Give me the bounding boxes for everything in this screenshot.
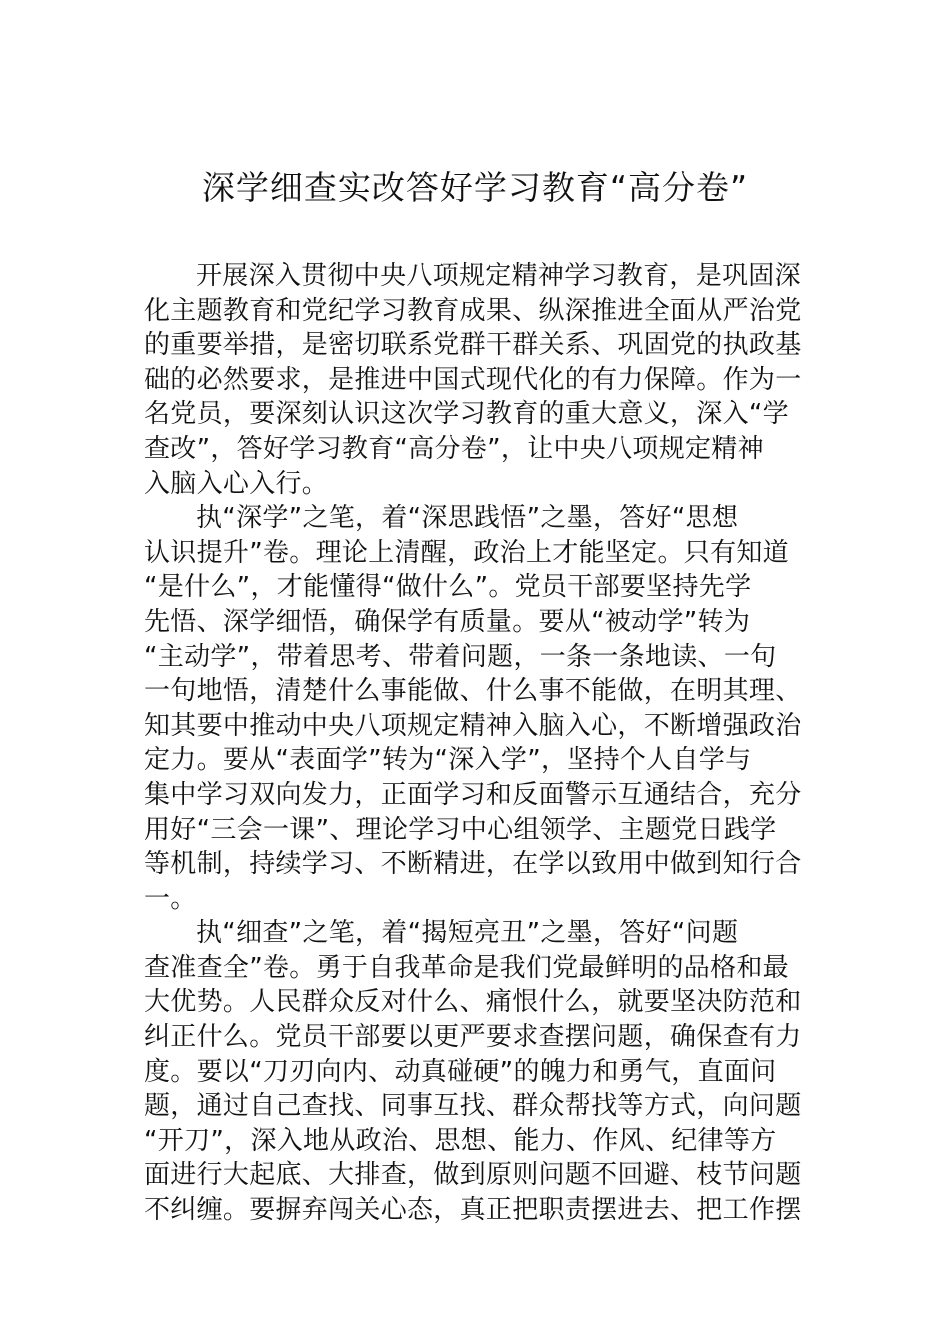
paragraph-1-line: 化主题教育和党纪学习教育成果、纵深推进全面从严治党 xyxy=(144,295,802,326)
paragraph-2-line: 知其要中推动中央八项规定精神入脑入心，不断增强政治 xyxy=(144,710,802,741)
paragraph-3-line: 度。要以“刀刃向内、动真碰硬”的魄力和勇气，直面问 xyxy=(144,1056,777,1087)
paragraph-2-line: 一。 xyxy=(144,883,197,914)
paragraph-1-line: 的重要举措，是密切联系党群干群关系、巩固党的执政基 xyxy=(144,330,802,361)
paragraph-3-line: 面进行大起底、大排查，做到原则问题不回避、枝节问题 xyxy=(144,1160,802,1191)
paragraph-3-line: 执“细查”之笔，着“揭短亮丑”之墨，答好“问题 xyxy=(196,918,739,949)
paragraph-1-line: 查改”，答好学习教育“高分卷”，让中央八项规定精神 xyxy=(144,433,764,464)
paragraph-3-line: 题，通过自己查找、同事互找、群众帮找等方式，向问题 xyxy=(144,1091,802,1122)
paragraph-2-line: 一句地悟，清楚什么事能做、什么事不能做，在明其理、 xyxy=(144,676,802,707)
paragraph-1-line: 础的必然要求，是推进中国式现代化的有力保障。作为一 xyxy=(144,364,802,395)
paragraph-2-line: 先悟、深学细悟，确保学有质量。要从“被动学”转为 xyxy=(144,606,751,637)
paragraph-2-line: 用好“三会一课”、理论学习中心组领学、主题党日践学 xyxy=(144,814,777,845)
paragraph-2-line: 集中学习双向发力，正面学习和反面警示互通结合，充分 xyxy=(144,779,802,810)
paragraph-3-line: 不纠缠。要摒弃闯关心态，真正把职责摆进去、把工作摆 xyxy=(144,1195,802,1226)
paragraph-1-line: 入脑入心入行。 xyxy=(144,468,329,499)
paragraph-2-line: 定力。要从“表面学”转为“深入学”，坚持个人自学与 xyxy=(144,745,752,776)
document-title: 深学细查实改答好学习教育“高分卷” xyxy=(201,168,749,207)
paragraph-3-line: “开刀”，深入地从政治、思想、能力、作风、纪律等方 xyxy=(144,1125,777,1156)
paragraph-3-line: 查准查全”卷。勇于自我革命是我们党最鲜明的品格和最 xyxy=(144,952,789,983)
paragraph-2-line: “是什么”，才能懂得“做什么”。党员干部要坚持先学 xyxy=(144,572,752,603)
paragraph-1-line: 名党员，要深刻认识这次学习教育的重大意义，深入“学 xyxy=(144,399,789,430)
paragraph-2-line: 认识提升”卷。理论上清醒，政治上才能坚定。只有知道 xyxy=(144,537,789,568)
paragraph-2-line: “主动学”，带着思考、带着问题，一条一条地读、一句 xyxy=(144,641,777,672)
paragraph-2-line: 等机制，持续学习、不断精进，在学以致用中做到知行合 xyxy=(144,849,802,880)
paragraph-3-line: 纠正什么。党员干部要以更严要求查摆问题，确保查有力 xyxy=(144,1022,802,1053)
paragraph-2-line: 执“深学”之笔，着“深思践悟”之墨，答好“思想 xyxy=(196,503,739,534)
paragraph-1-line: 开展深入贯彻中央八项规定精神学习教育，是巩固深 xyxy=(196,261,801,291)
document-body xyxy=(144,259,816,1228)
paragraph-3-line: 大优势。人民群众反对什么、痛恨什么，就要坚决防范和 xyxy=(144,987,802,1018)
